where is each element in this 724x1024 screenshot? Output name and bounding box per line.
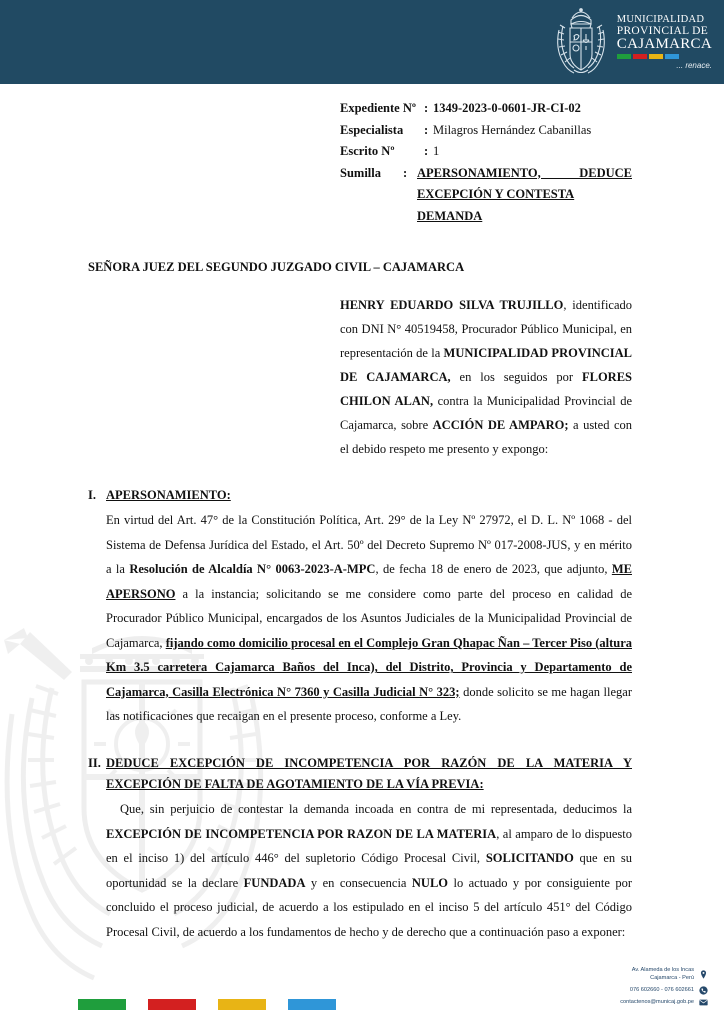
logo-wordmark [617,14,712,71]
footer-color-bars [78,999,336,1010]
intro-text-3: contra la Municipalidad Provincial de Cajamarca, sobre [340,394,632,432]
sec2-text-5: lo actuado y por consiguiente por concluido el proceso judicial, de acuerdo a los estipulado en el inciso 5 del artículo 451° del Código Procesal Civil, de acuerdo a los fundamentos de hecho y de derecho que a continuación paso a exponer: [106,875,632,939]
sumilla-value-line1: APERSONAMIENTO, DEDUCE [417,165,632,180]
document-content [88,84,632,944]
coat-of-arms-icon [549,6,613,78]
sec2-text-4: y en consecuencia [305,875,412,890]
solicitando-emphasis: SOLICITANDO [485,851,574,866]
footer-address-line2: Cajamarca - Perú [650,975,694,982]
sec1-text-2: , de fecha 18 de enero de 2023, que adjunto, [375,562,612,577]
logo-bar-red [633,54,647,59]
section-1-number: I. [88,488,96,502]
footer-phone-text: 076 602660 - 076 602661 [629,987,694,994]
intro-text-2: en los seguidos por [450,370,582,384]
section-2-title-line1: DEDUCE EXCEPCIÓN DE INCOMPETENCIA POR RAZÓN DE LA MATERIA Y [106,755,632,770]
footer-email-row [498,998,708,1007]
especialista-value: Milagros Hernández Cabanillas [433,122,592,137]
logo-line-3: CAJAMARCA [616,35,712,52]
addressee-line: SEÑORA JUEZ DEL SEGUNDO JUZGADO CIVIL – CAJAMARCA [88,260,465,274]
exception-name: EXCEPCIÓN DE INCOMPETENCIA POR RAZON DE LA MATERIA [106,826,497,841]
logo-tagline: ... renace. [676,61,712,71]
footer-address-text [632,966,694,983]
phone-icon [699,986,708,995]
footer-phone-row [498,986,708,995]
expediente-separator: : [424,101,429,115]
footer-contact-block [498,966,708,1010]
logo-bar-yellow [649,54,663,59]
action-type: ACCIÓN DE AMPARO; [432,418,569,432]
footer-email-text: contactenos@municaj.gob.pe [620,999,694,1006]
field-escrito [340,141,632,163]
section-2-heading [88,753,632,774]
procedural-domicile: fijando como domicilio procesal en el Complejo Gran Qhapac Ñan – Tercer Piso (altura Km 3.5 carretera Cajamarca Baños del Inca), del Distrito, Provincia y Departamento de Cajamarca, Casilla Electrónica N° 7360 y Casilla Judicial N° 323; [106,635,632,699]
section-1-heading [88,485,632,506]
sec1-text-3: a la instancia; solicitando se me considere como parte del proceso en calidad de Procurador Público Municipal, encargados de los Asuntos Judiciales de la Municipalidad Provincial de Cajamarca, [106,586,632,650]
nulo-emphasis: NULO [411,875,449,890]
logo-color-bars [617,54,712,59]
footer-address-line1: Av. Alameda de los Incas [631,966,694,973]
field-sumilla [340,163,632,185]
petitioner-name: HENRY EDUARDO SILVA TRUJILLO [340,298,564,312]
footer-bar-blue [288,999,336,1010]
footer-bar-yellow [218,999,266,1010]
sumilla-value-line2: EXCEPCIÓN Y CONTESTA DEMANDA [417,187,575,223]
escrito-separator: : [424,144,429,158]
sec1-text-4: donde solicito se me hagan llegar las notificaciones que recaigan en el presente proceso, conforme a Ley. [106,684,632,724]
sec2-text-1: Que, sin perjuicio de contestar la demanda incoada en contra de mi representada, deducimos la [120,802,632,817]
section-2-number: II. [88,755,101,770]
section-2-heading-cont [88,774,632,795]
location-pin-icon [699,970,708,979]
envelope-icon [699,998,708,1007]
logo-line-2: PROVINCIAL DE [616,24,709,37]
case-fields [340,98,632,227]
municipality-logo [549,4,712,80]
escrito-value: 1 [433,144,440,158]
resolution-reference: Resolución de Alcaldía N° 0063-2023-A-MPC [129,562,376,577]
sumilla-separator: : [403,165,408,180]
intro-text-4: a usted con el debido respeto me presento y expongo: [340,418,633,456]
logo-line-1: MUNICIPALIDAD [616,13,705,25]
field-expediente [340,98,632,120]
section-2-title-line2: EXCEPCIÓN DE FALTA DE AGOTAMIENTO DE LA VÍA PREVIA: [106,777,484,791]
sec2-text-3: que en su oportunidad se la declare [106,851,632,890]
intro-paragraph [340,293,632,461]
section-2-paragraph [106,797,632,944]
escrito-label: Escrito Nº [340,144,395,158]
header-band [0,0,724,84]
logo-bar-green [617,54,631,59]
section-2-number-spacer [88,774,106,795]
expediente-value: 1349-2023-0-0601-JR-CI-02 [433,101,581,115]
intro-text-1: , identificado con DNI N° 40519458, Procurador Público Municipal, en representación de la [340,298,633,360]
especialista-separator: : [424,122,429,137]
section-1-paragraph [106,508,632,729]
footer-bar-red [148,999,196,1010]
entity-name: MUNICIPALIDAD PROVINCIAL DE CAJAMARCA, [340,346,632,384]
especialista-label: Especialista [340,122,404,137]
footer-bar-green [78,999,126,1010]
document-page [0,84,724,1024]
section-1-title: APERSONAMIENTO: [106,488,231,502]
fundada-emphasis: FUNDADA [243,875,306,890]
field-especialista [340,120,632,142]
sec2-text-2: , al amparo de lo dispuesto en el inciso 1) del artículo 446° del supletorio Código Procesal Civil, [106,826,632,866]
plaintiff-name: FLORES CHILON ALAN, [340,370,632,408]
logo-bar-blue [665,54,679,59]
sumilla-label: Sumilla [340,165,381,180]
me-apersono-emphasis: ME APERSONO [106,562,632,601]
sec1-text-1: En virtud del Art. 47° de la Constitución Política, Art. 29° de la Ley Nº 27972, el D. L. Nº 1068 - del Sistema de Defensa Jurídica del Estado, el Art. 50º del Decreto Supremo Nº 017-2008-JUS, y en mérito a la [106,513,632,577]
footer-address-row [498,966,708,983]
expediente-label: Expediente Nº [340,101,417,115]
